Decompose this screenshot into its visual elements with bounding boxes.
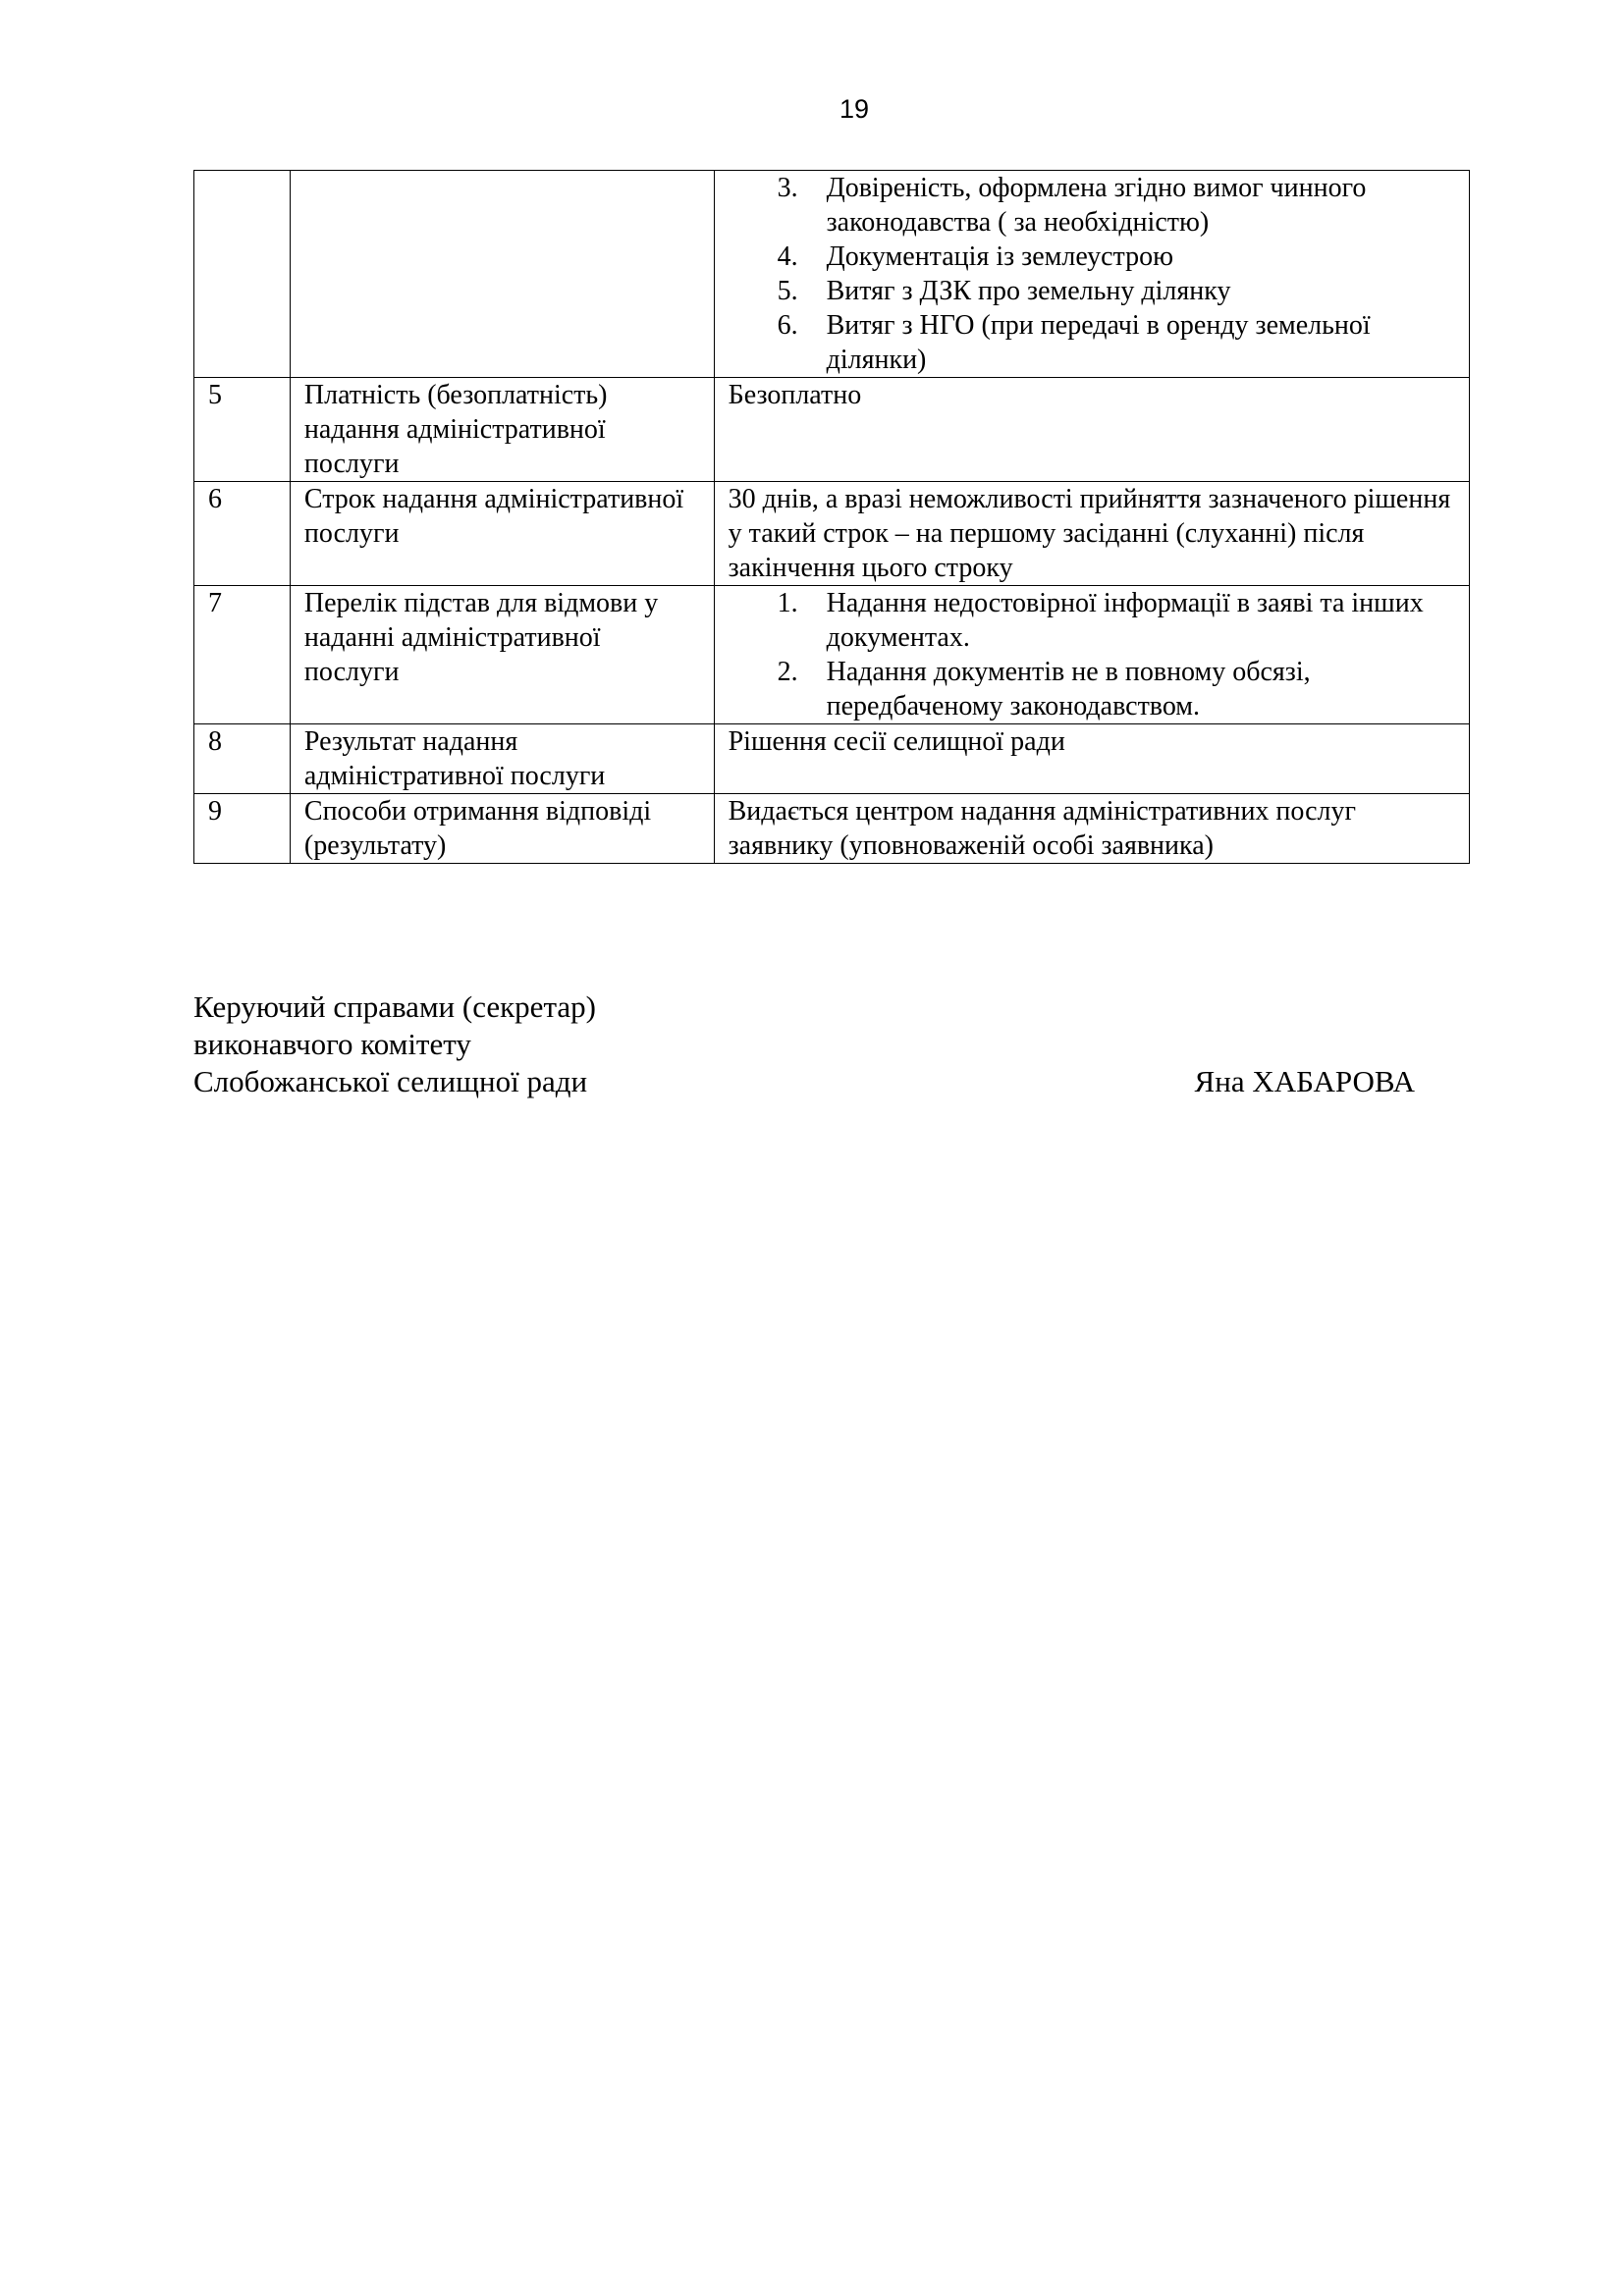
list-item — [729, 308, 1469, 377]
list-item-text: Довіреність, оформлена згідно вимог чинного законодавства ( за необхідністю) — [826, 173, 1367, 238]
row-number-cell: 7 — [194, 586, 291, 724]
table-row-continuation — [194, 171, 1470, 378]
row-name-cell — [290, 794, 714, 864]
row-name: Платність (безоплатність) надання адміністративної послуги — [303, 380, 608, 479]
list-item — [729, 655, 1469, 723]
page-number: 19 — [839, 94, 870, 124]
services-table — [193, 170, 1470, 864]
list-item-text: Витяг з ДЗК про земельну ділянку — [826, 276, 1231, 306]
signatory-name: Яна ХАБАРОВА — [1194, 1064, 1415, 1098]
row-name-cell — [290, 482, 714, 586]
list-item-number: 5. — [777, 276, 798, 306]
table-row-refusal-grounds — [194, 586, 1470, 724]
row-name: Перелік підстав для відмови у наданні адміністративної послуги — [303, 588, 659, 687]
row-number-cell: 9 — [194, 794, 291, 864]
row-value-cell — [714, 378, 1469, 482]
signature-council-line: Слобожанської селищної ради — [193, 1064, 588, 1098]
list-item — [729, 240, 1469, 274]
list-item — [729, 586, 1469, 655]
row-name: Результат надання адміністративної послуги — [303, 726, 606, 791]
signature-committee-line: виконавчого комітету — [193, 1027, 471, 1061]
row-value: Рішення сесії селищної ради — [728, 726, 1065, 757]
list-item — [729, 171, 1469, 240]
list-item-number: 1. — [777, 588, 798, 618]
table-row-fee — [194, 378, 1470, 482]
row-value-cell — [714, 171, 1469, 378]
row-value: Видається центром надання адміністративних послуг заявнику (уповноваженій особі заявника) — [728, 796, 1356, 861]
list-item-text: Надання недостовірної інформації в заяві та інших документах. — [826, 588, 1424, 653]
row-name: Способи отримання відповіді (результату) — [303, 796, 652, 861]
continuation-list — [729, 171, 1469, 377]
signature-block — [193, 988, 1421, 1100]
row-value-cell — [714, 482, 1469, 586]
list-item-text: Документація із землеустрою — [826, 241, 1173, 272]
signature-position-line: Керуючий справами (секретар) — [193, 989, 596, 1024]
list-item-text: Надання документів не в повному обсязі, передбаченому законодавством. — [826, 657, 1311, 721]
row-name-cell — [290, 378, 714, 482]
list-item-number: 3. — [777, 173, 798, 203]
list-item — [729, 274, 1469, 308]
row-name-cell — [290, 171, 714, 378]
row-value-cell — [714, 794, 1469, 864]
table-row-term — [194, 482, 1470, 586]
row-number-cell: 8 — [194, 724, 291, 794]
row-name-cell — [290, 724, 714, 794]
refusal-grounds-list — [729, 586, 1469, 723]
row-value-cell — [714, 586, 1469, 724]
table-row-result — [194, 724, 1470, 794]
row-name-cell — [290, 586, 714, 724]
row-number-cell: 6 — [194, 482, 291, 586]
row-value-cell — [714, 724, 1469, 794]
list-item-number: 2. — [777, 657, 798, 687]
row-value: 30 днів, а вразі неможливості прийняття зазначеного рішення у такий строк – на першому засіданні (слуханні) після закінчення цього строку — [728, 484, 1451, 583]
row-name: Строк надання адміністративної послуги — [303, 484, 684, 549]
list-item-text: Витяг з НГО (при передачі в оренду земельної ділянки) — [826, 310, 1371, 375]
list-item-number: 4. — [777, 241, 798, 272]
table-row-delivery — [194, 794, 1470, 864]
row-value: Безоплатно — [728, 380, 862, 410]
list-item-number: 6. — [777, 310, 798, 341]
row-number-cell — [194, 171, 291, 378]
row-number-cell: 5 — [194, 378, 291, 482]
